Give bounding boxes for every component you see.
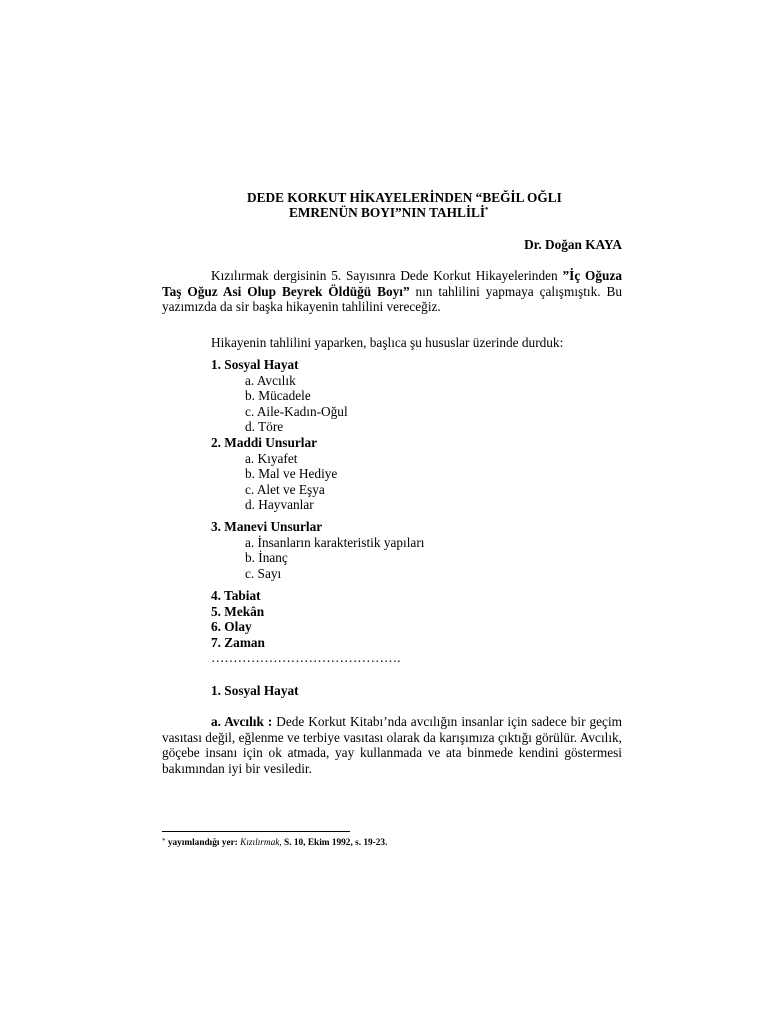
title-line-1 xyxy=(247,190,562,206)
outline-heading-2: 2. Maddi Unsurlar xyxy=(211,434,318,450)
intro-paragraph-2: Hikayenin tahlilini yaparken, başlıca şu hususlar üzerinde durduk: xyxy=(211,335,564,350)
intro-text-1: Kızılırmak dergisinin 5. Sayısınra Dede Korkut Hikayelerinden xyxy=(211,268,563,283)
title-footnote-marker: * xyxy=(485,206,489,214)
footnote xyxy=(162,838,387,849)
outline-ellipsis: ……………………………………. xyxy=(211,650,401,666)
outline-heading-3: 3. Manevi Unsurlar xyxy=(211,519,323,534)
title-line-2 xyxy=(289,205,489,221)
footnote-label: yayımlandığı yer: xyxy=(165,838,241,848)
outline-item: c. Alet ve Eşya xyxy=(245,481,325,497)
section-heading: 1. Sosyal Hayat xyxy=(211,683,299,698)
author: Dr. Doğan KAYA xyxy=(524,237,622,252)
title-line-2-text: EMRENÜN BOYI”NIN TAHLİLİ xyxy=(289,205,486,220)
outline-heading-4: 4. Tabiat xyxy=(211,588,261,603)
outline-heading-1: 1. Sosyal Hayat xyxy=(211,357,299,372)
outline-heading-7: 7. Zaman xyxy=(211,634,265,650)
outline-item: b. Mücadele xyxy=(245,388,311,404)
outline-item: b. Mal ve Hediye xyxy=(245,466,338,482)
footnote-divider xyxy=(162,831,350,832)
outline-item: d. Töre xyxy=(245,419,284,435)
outline-item: a. İnsanların karakteristik yapıları xyxy=(245,534,425,550)
outline-item: c. Aile-Kadın-Oğul xyxy=(245,403,348,419)
intro-text-2: nın tahlilini yapmaya çalışmıştık. Bu yazımızda da sir başka hikayenin tahlilini vereceğiz. xyxy=(162,283,622,315)
outline-list xyxy=(211,357,348,513)
outline-list-4 xyxy=(211,588,400,666)
avcilik-paragraph xyxy=(162,714,622,776)
outline-item: b. İnanç xyxy=(245,550,288,566)
footnote-details: S. 10, Ekim 1992, s. 19-23. xyxy=(281,838,388,848)
outline-item: a. Kıyafet xyxy=(245,450,298,466)
avcilik-label: a. Avcılık : xyxy=(211,714,273,729)
outline-heading-6: 6. Olay xyxy=(211,619,252,635)
title-line-1-text: DEDE KORKUT HİKAYELERİNDEN “BEĞİL OĞLI xyxy=(247,190,562,205)
intro-paragraph xyxy=(162,268,622,315)
intro-bold-title: ”İç Oğuza Taş Oğuz Asi Olup Beyrek Öldüğü Boyı” xyxy=(162,268,622,299)
footnote-marker: * xyxy=(162,837,166,845)
outline-item: a. Avcılık xyxy=(245,372,296,388)
outline-list-3 xyxy=(211,519,424,581)
outline-heading-5: 5. Mekân xyxy=(211,603,265,619)
outline-item: d. Hayvanlar xyxy=(245,497,314,513)
footnote-journal: Kızılırmak, xyxy=(240,838,282,848)
avcilik-text: Dede Korkut Kitabı’nda avcılığın insanlar için sadece bir geçim vasıtası değil, eğlenme ve terbiye vasıtası olarak da karışımıza çıktığı görülür. Avcılık, göçebe insanı için ok atmada, yay kullanmada ve ata binmede kendini göstermesi bakımından iyi bir vesiledir. xyxy=(162,714,622,776)
outline-item: c. Sayı xyxy=(245,565,282,581)
